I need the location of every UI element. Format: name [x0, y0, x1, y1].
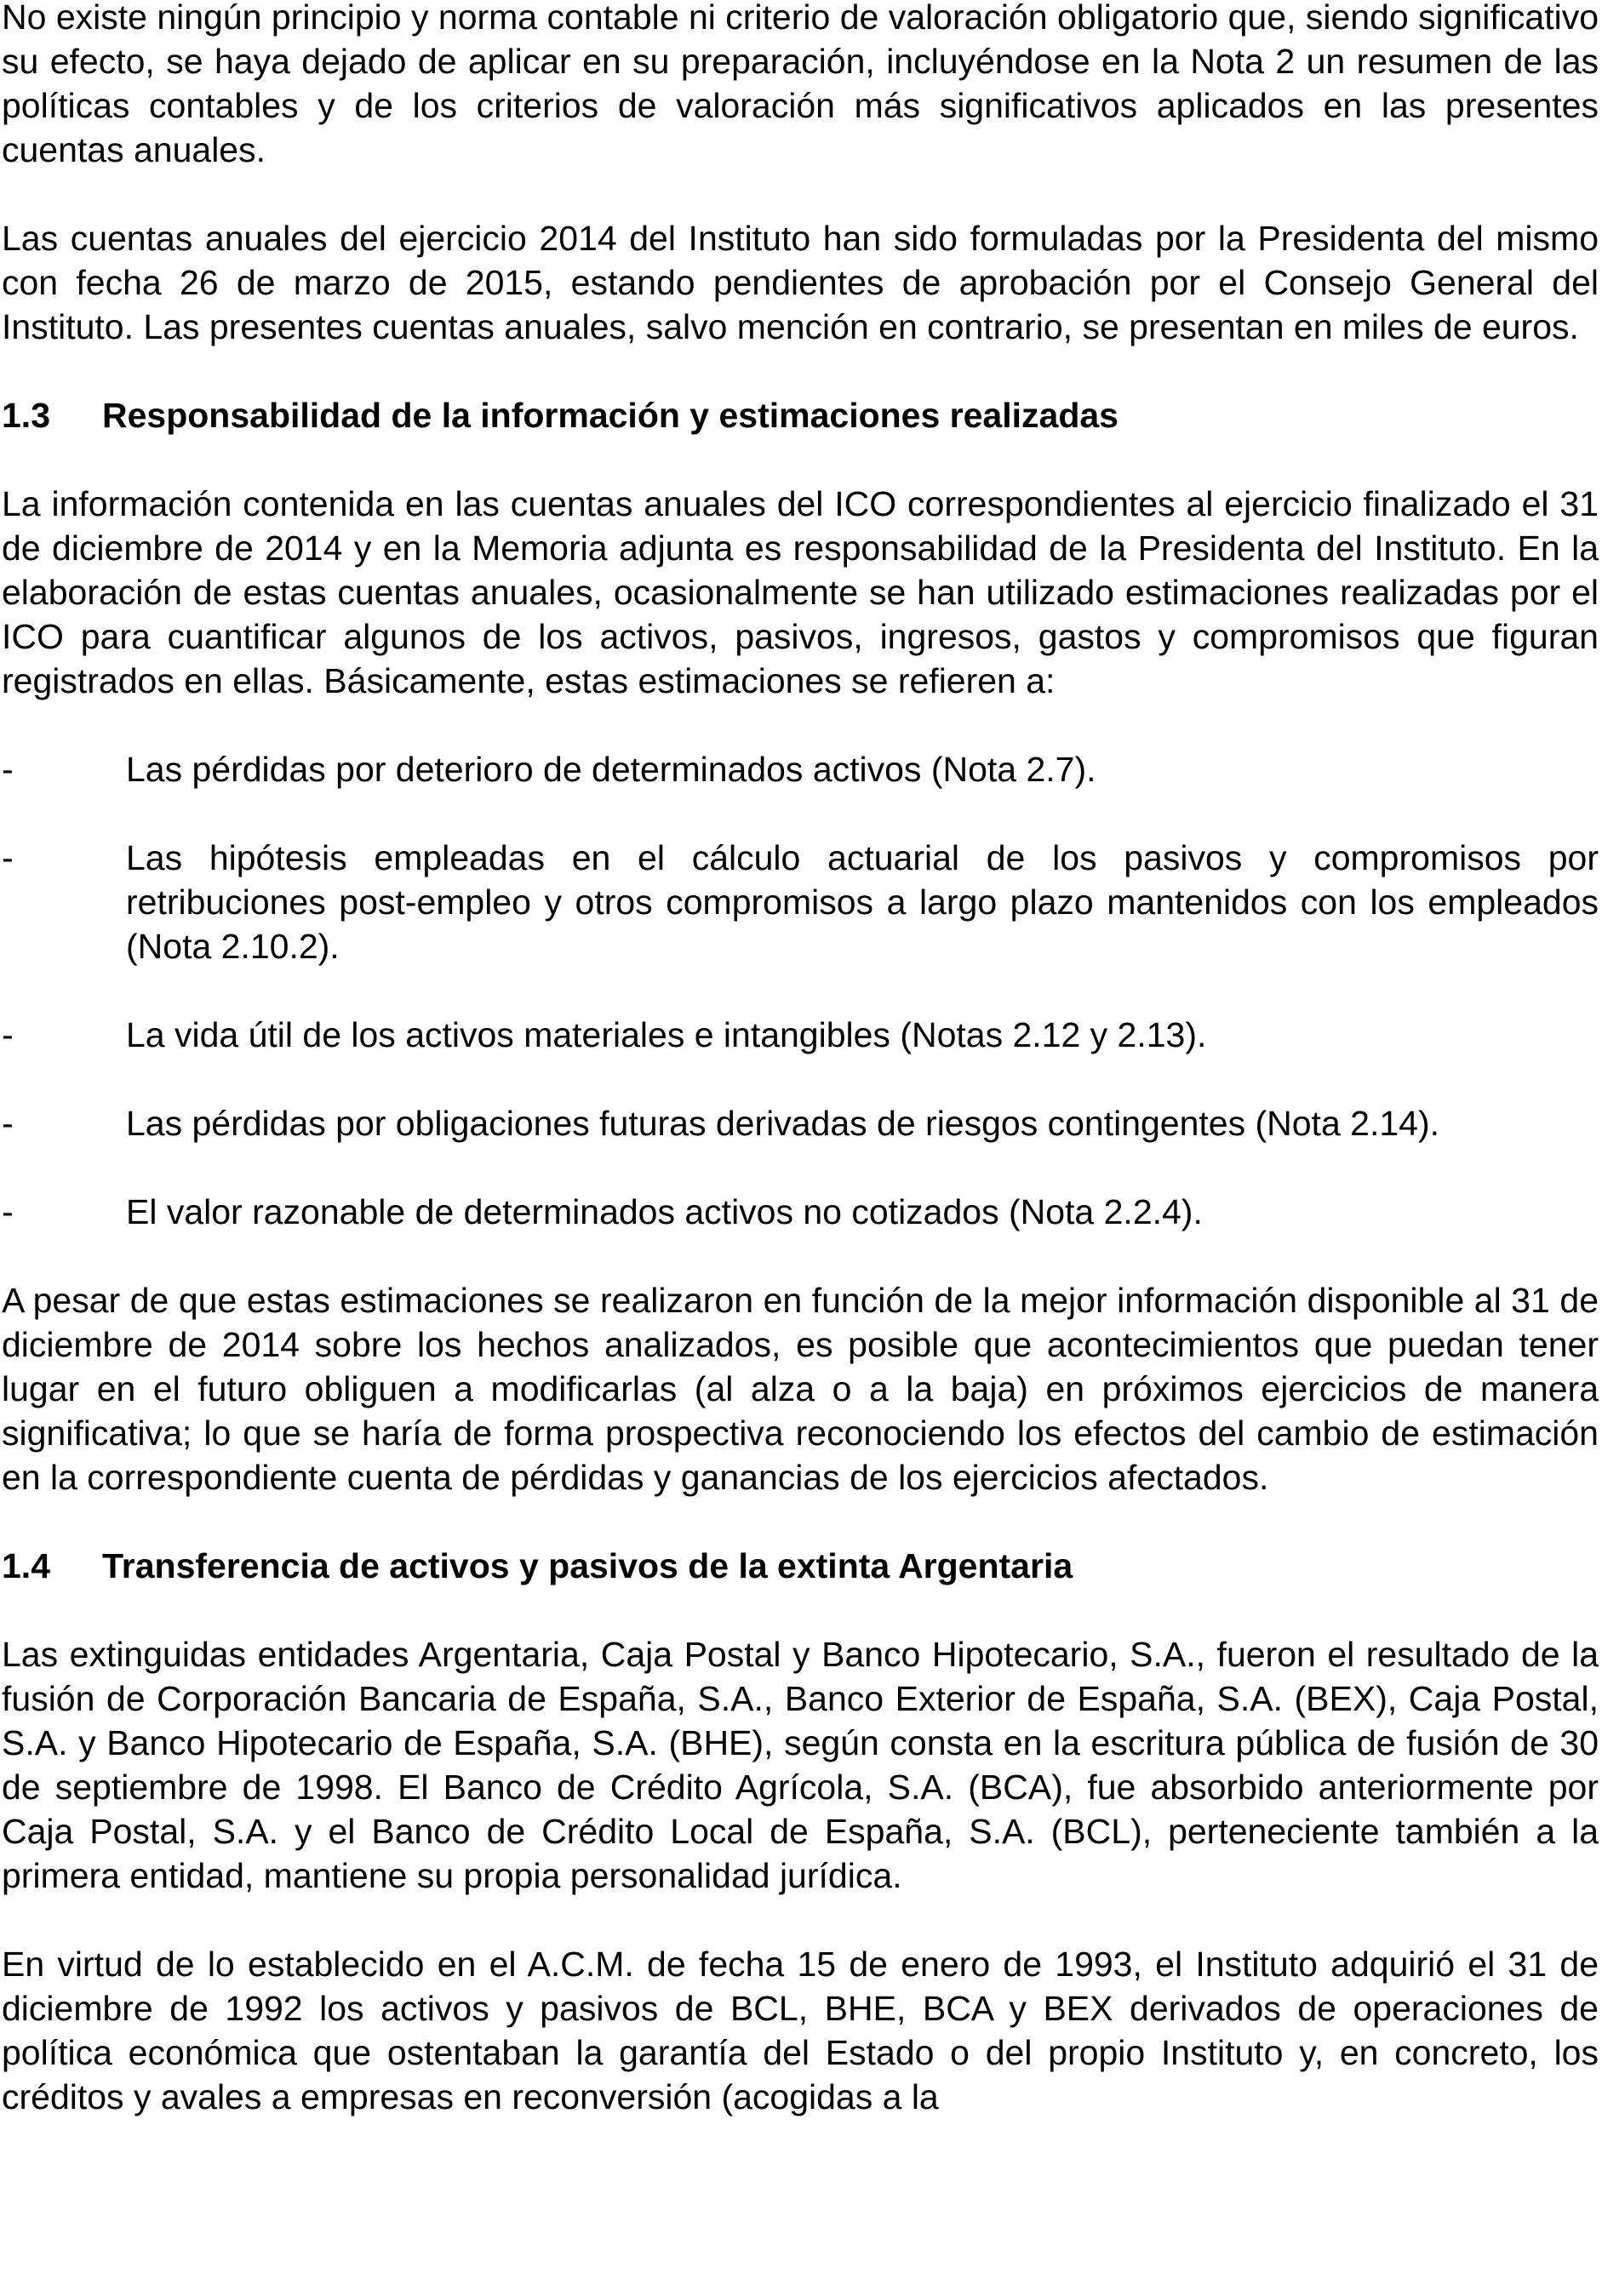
list-bullet: -	[2, 838, 14, 877]
list-item	[2, 1190, 1599, 1234]
list-bullet: -	[2, 1192, 14, 1231]
section-1-3-closing: A pesar de que estas estimaciones se realizaron en función de la mejor información disponible al 31 de diciembre de 2014 sobre los hechos analizados, es posible que acontecimientos que puedan tener lugar en el futuro obliguen a modificarlas (al alza o a la baja) en próximos ejercicios de manera significativa; lo que se haría de forma prospectiva reconociendo los efectos del cambio de estimación en la correspondiente cuenta de pérdidas y ganancias de los ejercicios afectados.	[2, 1281, 1599, 1497]
list-item-text: Las pérdidas por deterioro de determinados activos (Nota 2.7).	[126, 750, 1096, 789]
section-1-4-paragraph-acquisition: En virtud de lo establecido en el A.C.M. de fecha 15 de enero de 1993, el Instituto adquirió el 31 de diciembre de 1992 los activos y pasivos de BCL, BHE, BCA y BEX derivados de operaciones de política económica que ostentaban la garantía del Estado o del propio Instituto y, en concreto, los créditos y avales a empresas en reconversión (acogidas a la	[2, 1945, 1599, 2116]
list-item-text: La vida útil de los activos materiales e intangibles (Notas 2.12 y 2.13).	[126, 1015, 1207, 1054]
section-number: 1.3	[2, 396, 50, 435]
intro-paragraph-accounting-principles: No existe ningún principio y norma contable ni criterio de valoración obligatorio que, siendo significativo su efecto, se haya dejado de aplicar en su preparación, incluyéndose en la Nota 2 un resumen de las políticas contables y de los criterios de valoración más significativos aplicados en las presentes cuentas anuales.	[2, 0, 1599, 169]
section-title: Transferencia de activos y pasivos de la extinta Argentaria	[102, 1546, 1073, 1585]
section-number: 1.4	[2, 1546, 50, 1585]
list-item-text: Las hipótesis empleadas en el cálculo actuarial de los pasivos y compromisos por retribuciones post-empleo y otros compromisos a largo plazo mantenidos con los empleados (Nota 2.10.2).	[126, 838, 1599, 966]
list-item	[2, 747, 1599, 791]
list-bullet: -	[2, 1104, 14, 1143]
section-1-3-intro: La información contenida en las cuentas anuales del ICO correspondientes al ejercicio finalizado el 31 de diciembre de 2014 y en la Memoria adjunta es responsabilidad de la Presidenta del Instituto. En la elaboración de estas cuentas anuales, ocasionalmente se han utilizado estimaciones realizadas por el ICO para cuantificar algunos de los activos, pasivos, ingresos, gastos y compromisos que figuran registrados en ellas. Básicamente, estas estimaciones se refieren a:	[2, 484, 1599, 700]
section-title: Responsabilidad de la información y estimaciones realizadas	[102, 396, 1119, 435]
section-heading-1-3	[2, 393, 1599, 437]
list-bullet: -	[2, 750, 14, 789]
list-item	[2, 1101, 1599, 1145]
intro-paragraph-formulation: Las cuentas anuales del ejercicio 2014 del Instituto han sido formuladas por la Presidenta del mismo con fecha 26 de marzo de 2015, estando pendientes de aprobación por el Consejo General del Instituto. Las presentes cuentas anuales, salvo mención en contrario, se presentan en miles de euros.	[2, 219, 1599, 346]
section-1-4-paragraph-merger: Las extinguidas entidades Argentaria, Caja Postal y Banco Hipotecario, S.A., fueron el resultado de la fusión de Corporación Bancaria de España, S.A., Banco Exterior de España, S.A. (BEX), Caja Postal, S.A. y Banco Hipotecario de España, S.A. (BHE), según consta en la escritura pública de fusión de 30 de septiembre de 1998. El Banco de Crédito Agrícola, S.A. (BCA), fue absorbido anteriormente por Caja Postal, S.A. y el Banco de Crédito Local de España, S.A. (BCL), perteneciente también a la primera entidad, mantiene su propia personalidad jurídica.	[2, 1635, 1599, 1895]
list-bullet: -	[2, 1015, 14, 1054]
section-heading-1-4	[2, 1544, 1599, 1588]
list-item	[2, 836, 1599, 968]
list-item-text: El valor razonable de determinados activos no cotizados (Nota 2.2.4).	[126, 1192, 1203, 1231]
list-item-text: Las pérdidas por obligaciones futuras derivadas de riesgos contingentes (Nota 2.14).	[126, 1104, 1439, 1143]
estimates-list	[2, 747, 1599, 1234]
list-item	[2, 1013, 1599, 1057]
